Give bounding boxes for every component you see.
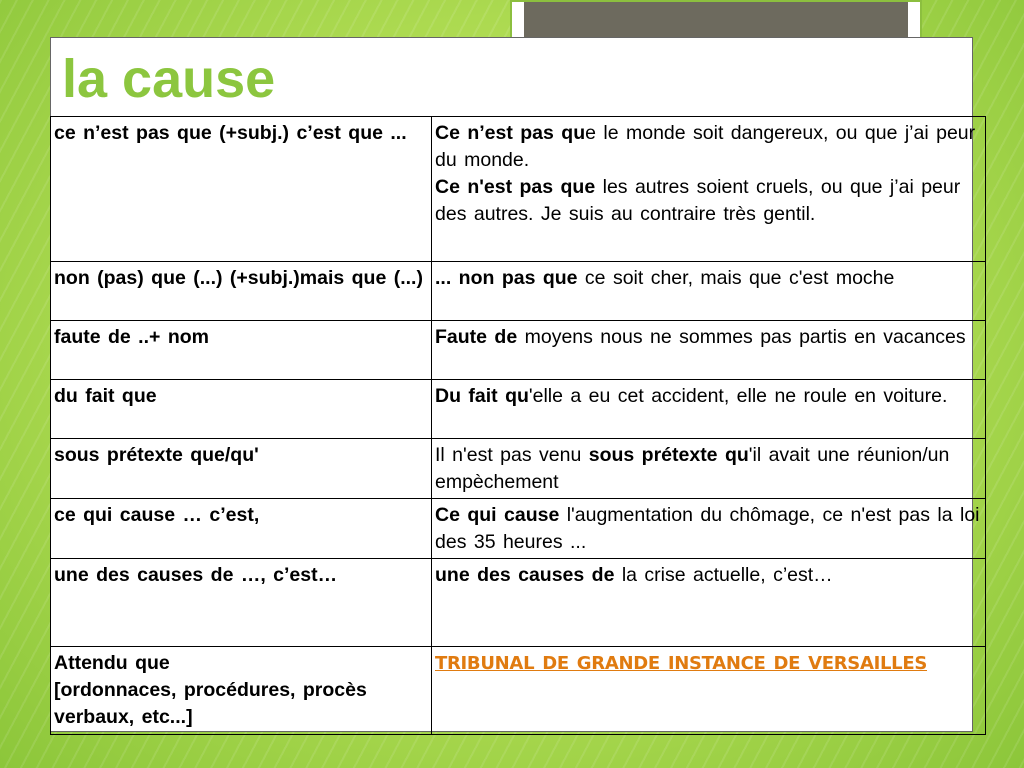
table-row: [51, 380, 986, 439]
expression-cell: ce n’est pas que (+subj.) c’est que ...: [51, 117, 432, 262]
expression-line: [ordonnaces, procédures, procès verbaux, etc...]: [54, 679, 367, 728]
example-cell: [432, 117, 986, 262]
emphasized-expression: une des causes de: [435, 564, 615, 586]
expression-cell: du fait que: [51, 380, 432, 439]
table-row: [51, 262, 986, 321]
example-cell: [432, 262, 986, 321]
table-row: [51, 499, 986, 559]
emphasized-expression: Ce n'est pas que: [435, 176, 596, 198]
example-text: les autres soient cruels, ou que j’ai peur des autres. Je suis au contraire très gentil.: [435, 176, 961, 225]
expression-cell: ce qui cause … c’est,: [51, 499, 432, 559]
example-cell: [432, 439, 986, 499]
emphasized-expression: Ce n’est pas qu: [435, 122, 586, 144]
table-row: [51, 321, 986, 380]
emphasized-expression: Du fait qu: [435, 385, 529, 407]
expression-line: Attendu que: [54, 652, 170, 674]
example-text: Il n'est pas venu: [435, 444, 589, 466]
expression-cell: sous prétexte que/qu': [51, 439, 432, 499]
expression-cell: faute de ..+ nom: [51, 321, 432, 380]
example-cell: [432, 647, 986, 735]
example-text: moyens nous ne sommes pas partis en vacances: [517, 326, 966, 348]
table-row: [51, 647, 986, 735]
example-text: 'elle a eu cet accident, elle ne roule en voiture.: [528, 385, 948, 407]
emphasized-expression: sous prétexte qu: [588, 444, 749, 466]
example-cell: [432, 499, 986, 559]
cause-table: [50, 116, 986, 735]
expression-cell: [51, 647, 432, 735]
example-text: 'il avait une réunion/un empèchement: [435, 444, 950, 493]
expression-cell: non (pas) que (...) (+subj.)mais que (...): [51, 262, 432, 321]
expression-cell: une des causes de …, c’est…: [51, 559, 432, 647]
example-text: ce soit cher, mais que c'est moche: [577, 267, 895, 289]
table-row: [51, 559, 986, 647]
emphasized-expression: Faute de: [435, 326, 518, 348]
example-cell: [432, 559, 986, 647]
example-text: l'augmentation du chômage, ce n'est pas la loi des 35 heures ...: [435, 504, 980, 553]
example-cell: [432, 380, 986, 439]
emphasized-expression: Ce qui cause: [435, 504, 560, 526]
example-cell: [432, 321, 986, 380]
example-text: e le monde soit dangereux, ou que j’ai peur du monde.: [435, 122, 976, 171]
table-row: [51, 439, 986, 499]
emphasized-expression: ... non pas que: [435, 267, 578, 289]
slide-title: la cause: [62, 49, 276, 109]
table-row: [51, 117, 986, 262]
tribunal-link[interactable]: TRIBUNAL DE GRANDE INSTANCE DE VERSAILLES: [435, 653, 927, 674]
example-text: la crise actuelle, c’est…: [614, 564, 833, 586]
